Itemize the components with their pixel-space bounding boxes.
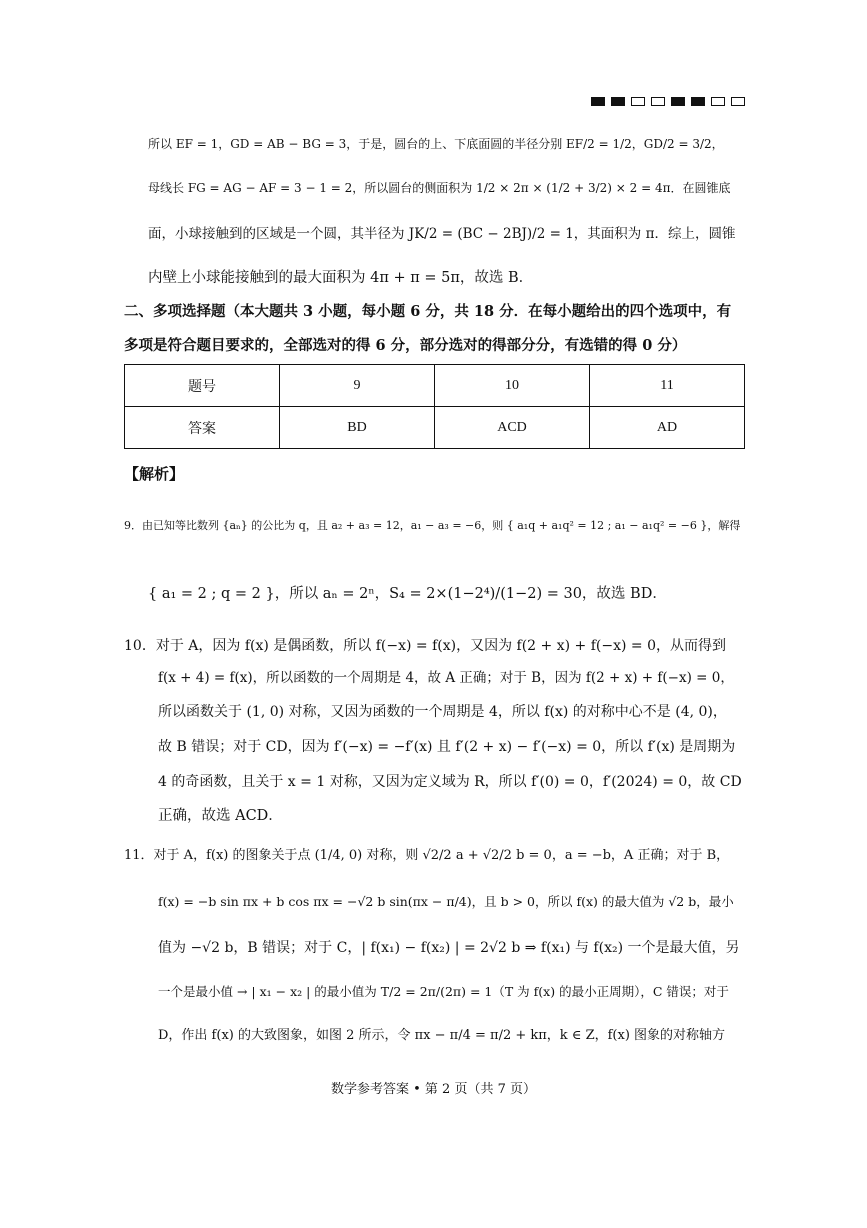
empty-square-icon (711, 97, 725, 106)
filled-square-icon (611, 97, 625, 106)
text-line: 11．对于 A，f(x) 的图象关于点 (1/4, 0) 对称，则 √2/2 a + √2/2 b = 0，a = −b，A 正确；对于 B， (124, 848, 730, 863)
filled-square-icon (691, 97, 705, 106)
text-line: { a₁ = 2 ; q = 2 }，所以 aₙ = 2ⁿ，S₄ = 2×(1−2⁴)/(1−2) = 30，故选 BD． (148, 586, 667, 602)
text-line: 面，小球接触到的区域是一个圆，其半径为 JK/2 = (BC − 2BJ)/2 = 1，其面积为 π．综上，圆锥 (148, 226, 736, 242)
text-line: 正确，故选 ACD． (158, 808, 283, 824)
empty-square-icon (631, 97, 645, 106)
empty-square-icon (731, 97, 745, 106)
table-cell: 答案 (125, 407, 280, 449)
text-line: 内壁上小球能接触到的最大面积为 4π + π = 5π，故选 B． (148, 270, 534, 286)
text-line: 故 B 错误；对于 CD，因为 f′(−x) = −f′(x) 且 f′(2 + x) − f′(−x) = 0，所以 f′(x) 是周期为 (158, 739, 736, 755)
table-cell: 10 (435, 365, 590, 407)
answer-table (124, 364, 745, 449)
section-heading-cont: 多项是符合题目要求的，全部选对的得 6 分，部分选对的得部分分，有选错的得 0 分） (124, 337, 687, 354)
text-line: 4 的奇函数，且关于 x = 1 对称，又因为定义域为 R，所以 f′(0) = 0，f′(2024) = 0，故 CD (158, 774, 742, 790)
text-line: 一个是最小值 → | x₁ − x₂ | 的最小值为 T/2 = 2π/(2π) = 1（T 为 f(x) 的最小正周期），C 错误；对于 (158, 984, 729, 999)
table-cell: BD (280, 407, 435, 449)
table-cell: AD (590, 407, 745, 449)
table-cell: ACD (435, 407, 590, 449)
filled-square-icon (591, 97, 605, 106)
text-line: 10．对于 A，因为 f(x) 是偶函数，所以 f(−x) = f(x)，又因为 f(2 + x) + f(−x) = 0，从而得到 (124, 638, 726, 654)
text-line: f(x) = −b sin πx + b cos πx = −√2 b sin(πx − π/4)，且 b > 0，所以 f(x) 的最大值为 √2 b，最小 (158, 894, 734, 909)
analysis-heading: 【解析】 (124, 465, 185, 483)
text-line: 所以 EF = 1，GD = AB − BG = 3，于是，圆台的上、下底面圆的半径分别 EF/2 = 1/2，GD/2 = 3/2， (148, 137, 724, 151)
filled-square-icon (671, 97, 685, 106)
table-cell: 9 (280, 365, 435, 407)
table-row (125, 365, 745, 407)
text-line: D，作出 f(x) 的大致图象，如图 2 所示，令 πx − π/4 = π/2 + kπ，k ∈ Z，f(x) 图象的对称轴方 (158, 1028, 726, 1043)
empty-square-icon (651, 97, 665, 106)
section-heading: 二、多项选择题（本大题共 3 小题，每小题 6 分，共 18 分．在每小题给出的四个选项中，有 (124, 303, 732, 320)
page-marker-squares (591, 97, 745, 106)
text-line: 值为 −√2 b，B 错误；对于 C，| f(x₁) − f(x₂) | = 2√2 b ⇒ f(x₁) 与 f(x₂) 一个是最大值，另 (158, 940, 740, 956)
table-row (125, 407, 745, 449)
table-cell: 11 (590, 365, 745, 407)
page-footer: 数学参考答案 • 第 2 页（共 7 页） (330, 1082, 536, 1097)
text-line: 9．由已知等比数列 {aₙ} 的公比为 q，且 a₂ + a₃ = 12，a₁ − a₃ = −6，则 { a₁q + a₁q² = 12 ; a₁ − a₁q² = −6 }，解得 (124, 519, 741, 532)
table-cell: 题号 (125, 365, 280, 407)
text-line: 所以函数关于 (1, 0) 对称，又因为函数的一个周期是 4，所以 f(x) 的对称中心不是 (4, 0)， (158, 704, 727, 720)
text-line: 母线长 FG = AG − AF = 3 − 1 = 2，所以圆台的侧面积为 1/2 × 2π × (1/2 + 3/2) × 2 = 4π．在圆锥底 (148, 181, 731, 195)
text-line: f(x + 4) = f(x)，所以函数的一个周期是 4，故 A 正确；对于 B，因为 f(2 + x) + f(−x) = 0， (158, 670, 734, 686)
